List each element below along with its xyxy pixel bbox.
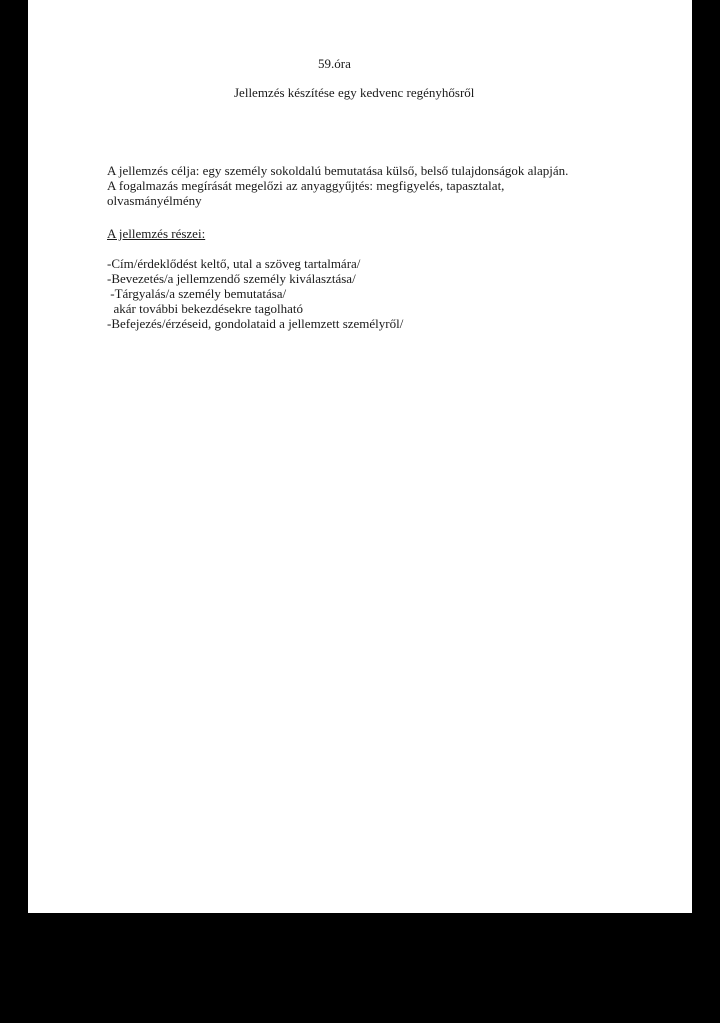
- document-title: Jellemzés készítése egy kedvenc regényhősről: [234, 85, 475, 100]
- intro-line-2: A fogalmazás megírását megelőzi az anyaggyűjtés: megfigyelés, tapasztalat,: [107, 178, 505, 193]
- intro-line-1: A jellemzés célja: egy személy sokoldalú bemutatása külső, belső tulajdonságok alapján.: [107, 163, 569, 178]
- parts-item-conclusion: -Befejezés/érzéseid, gondolataid a jellemzett személyről/: [107, 316, 404, 331]
- parts-heading: A jellemzés részei:: [107, 226, 206, 241]
- parts-item-body: -Tárgyalás/a személy bemutatása/: [107, 286, 287, 301]
- parts-item-body-note: akár további bekezdésekre tagolható: [107, 301, 303, 316]
- intro-line-3: olvasmányélmény: [107, 193, 202, 208]
- parts-item-title: -Cím/érdeklődést keltő, utal a szöveg tartalmára/: [107, 256, 361, 271]
- parts-item-intro: -Bevezetés/a jellemzendő személy kiválasztása/: [107, 271, 356, 286]
- lesson-label: 59.óra: [318, 56, 351, 71]
- document-page: [28, 0, 692, 913]
